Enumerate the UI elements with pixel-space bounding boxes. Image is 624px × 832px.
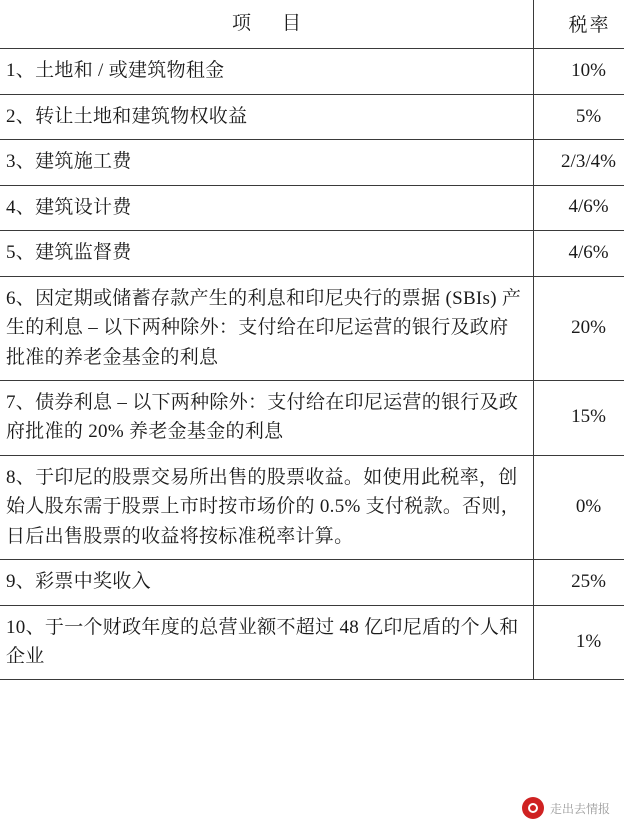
table-row [0, 276, 624, 380]
table-row [0, 231, 624, 276]
row-rate-value: 15% [534, 380, 624, 455]
row-item-label: 4、建筑设计费 [0, 185, 534, 230]
row-item-label: 7、债券利息 – 以下两种除外：支付给在印尼运营的银行及政府批准的 20% 养老金基金的利息 [0, 380, 534, 455]
table-row [0, 605, 624, 680]
row-rate-value: 4/6% [534, 185, 624, 230]
row-item-label: 2、转让土地和建筑物权收益 [0, 94, 534, 139]
table-header-row [0, 0, 624, 49]
row-rate-value: 20% [534, 276, 624, 380]
watermark [516, 794, 616, 822]
row-rate-value: 2/3/4% [534, 140, 624, 185]
row-item-label: 10、于一个财政年度的总营业额不超过 48 亿印尼盾的个人和企业 [0, 605, 534, 680]
table-row [0, 380, 624, 455]
table-row [0, 455, 624, 559]
table-row [0, 94, 624, 139]
row-item-label: 9、彩票中奖收入 [0, 560, 534, 605]
table-row [0, 140, 624, 185]
row-item-label: 8、于印尼的股票交易所出售的股票收益。如使用此税率，创始人股东需于股票上市时按市场价的 0.5% 支付税款。否则，日后出售股票的收益将按标准税率计算。 [0, 455, 534, 559]
row-item-label: 6、因定期或储蓄存款产生的利息和印尼央行的票据 (SBIs) 产生的利息 – 以下两种除外：支付给在印尼运营的银行及政府批准的养老金基金的利息 [0, 276, 534, 380]
row-item-label: 3、建筑施工费 [0, 140, 534, 185]
row-rate-value: 0% [534, 455, 624, 559]
watermark-label: 走出去情报 [549, 801, 610, 816]
row-item-label: 5、建筑监督费 [0, 231, 534, 276]
table-row [0, 185, 624, 230]
column-header-rate: 税率 [534, 0, 624, 49]
row-rate-value: 1% [534, 605, 624, 680]
row-rate-value: 4/6% [534, 231, 624, 276]
table-row [0, 560, 624, 605]
row-rate-value: 10% [534, 49, 624, 94]
brand-logo-icon [522, 797, 544, 819]
table-row [0, 49, 624, 94]
row-item-label: 1、土地和 / 或建筑物租金 [0, 49, 534, 94]
column-header-item: 项 目 [0, 0, 534, 49]
row-rate-value: 25% [534, 560, 624, 605]
row-rate-value: 5% [534, 94, 624, 139]
